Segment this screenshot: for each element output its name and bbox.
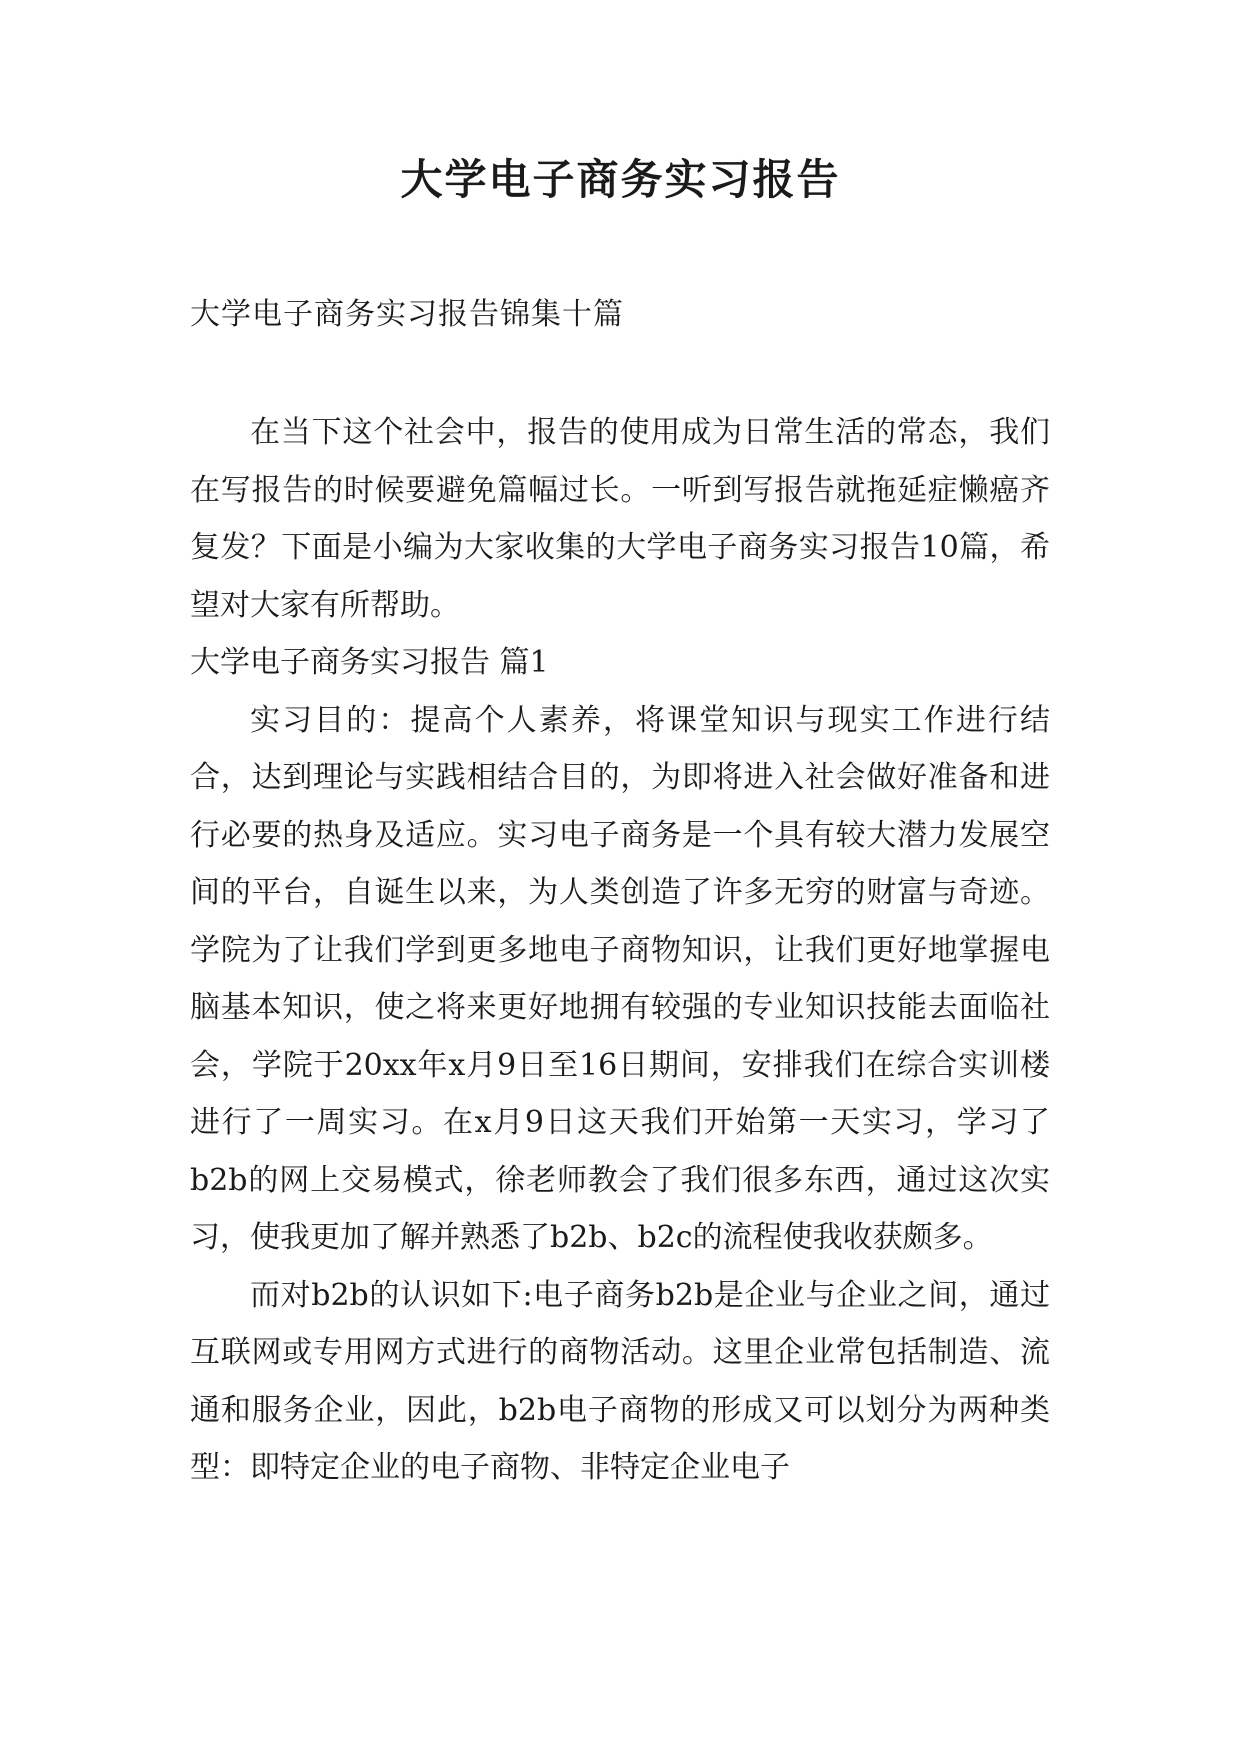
body-paragraph: 实习目的：提高个人素养，将课堂知识与现实工作进行结合，达到理论与实践相结合目的，为即将进入社会做好准备和进行必要的热身及适应。实习电子商务是一个具有较大潜力发展空间的平台，自诞生以来，为人类创造了许多无穷的财富与奇迹。学院为了让我们学到更多地电子商物知识，让我们更好地掌握电脑基本知识，使之将来更好地拥有较强的专业知识技能去面临社会，学院于20xx年x月9日至16日期间，安排我们在综合实训楼进行了一周实习。在x月9日这天我们开始第一天实习，学习了b2b的网上交易模式，徐老师教会了我们很多东西，通过这次实习，使我更加了解并熟悉了b2b、b2c的流程使我收获颇多。	[190, 702, 1050, 1255]
body-paragraph: 而对b2b的认识如下:电子商务b2b是企业与企业之间，通过互联网或专用网方式进行的商物活动。这里企业常包括制造、流通和服务企业，因此，b2b电子商物的形成又可以划分为两种类型：即特定企业的电子商物、非特定企业电子	[190, 1277, 1050, 1485]
document-title: 大学电子商务实习报告	[400, 155, 841, 204]
intro-paragraph: 在当下这个社会中，报告的使用成为日常生活的常态，我们在写报告的时候要避免篇幅过长。一听到写报告就拖延症懒癌齐复发？下面是小编为大家收集的大学电子商务实习报告10篇，希望对大家有所帮助。	[190, 415, 1050, 623]
document-body	[190, 404, 1050, 1497]
document-subtitle: 大学电子商务实习报告锦集十篇	[190, 297, 624, 332]
section-heading: 大学电子商务实习报告 篇1	[190, 645, 549, 680]
